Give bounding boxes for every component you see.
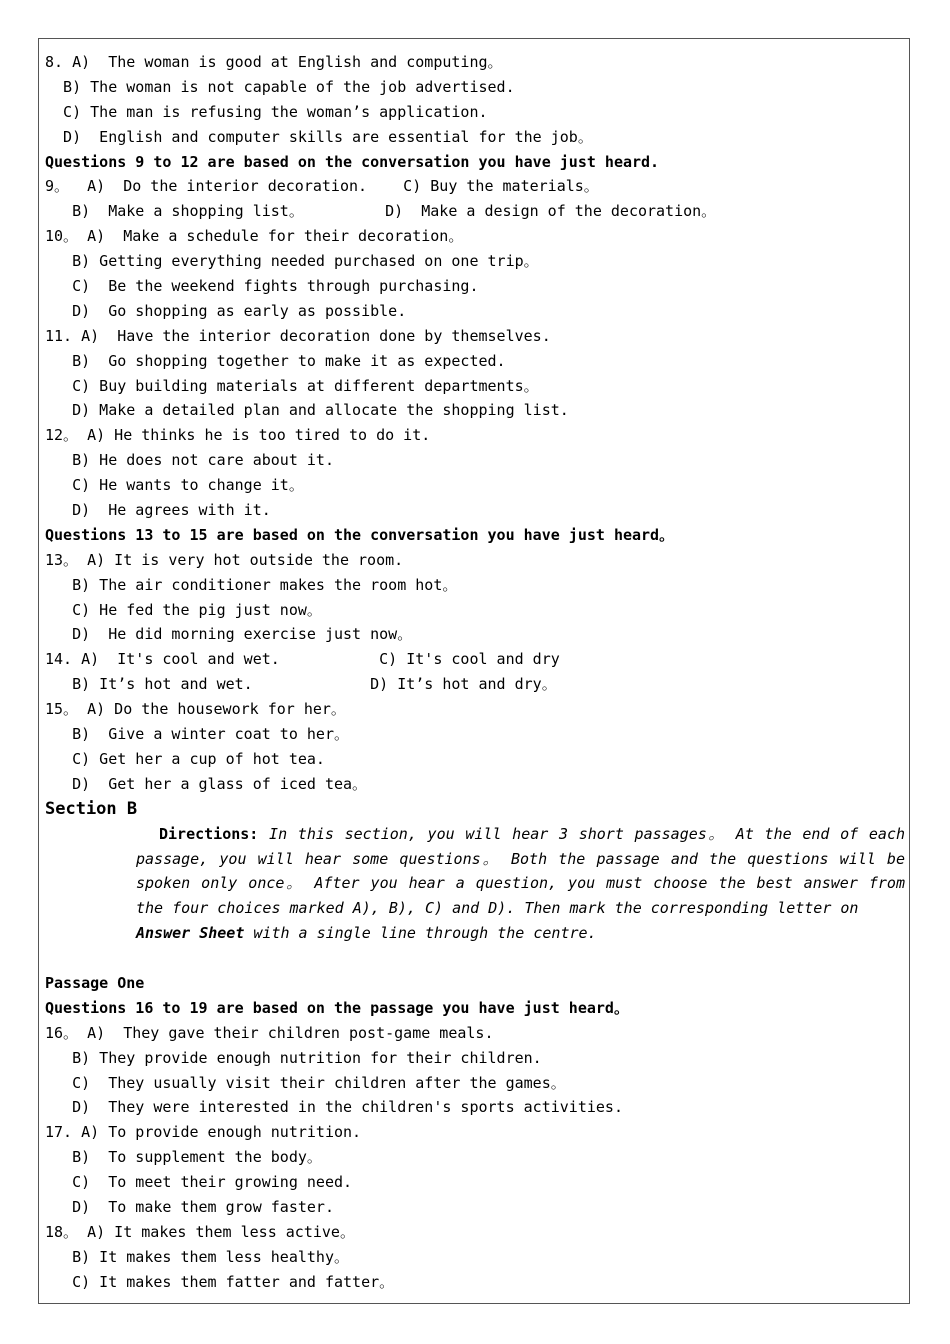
directions-block: [45, 822, 907, 947]
directions-tail: with a single line through the centre.: [253, 924, 597, 943]
directions-label: Directions:: [159, 824, 259, 843]
question-line: B) Give a winter coat to her。: [45, 725, 349, 744]
question-line: D) To make them grow faster.: [45, 1198, 334, 1217]
question-line: C) They usually visit their children after the games。: [45, 1073, 566, 1092]
question-line: C) To meet their growing need.: [45, 1173, 353, 1192]
question-line: B) He does not care about it.: [45, 451, 334, 470]
question-line: 15。 A) Do the housework for her。: [45, 700, 346, 719]
question-line: B) It’s hot and wet. D) It’s hot and dry。: [45, 675, 557, 694]
question-line: 13。 A) It is very hot outside the room.: [45, 550, 404, 569]
question-group-heading: Questions 16 to 19 are based on the passage you have just heard。: [45, 998, 629, 1017]
question-line: B) To supplement the body。: [45, 1148, 322, 1167]
directions-body: In this section, you will hear 3 short passages。 At the end of each passage, you will hear some questions。 Both the passage and the questions will be spoken only once。 After you hear a question, you must choose the best answer from the four choices marked A), B), C) and D). Then mark the corresponding letter on: [136, 824, 906, 918]
question-line: B) Make a shopping list。 D) Make a design of the decoration。: [45, 202, 717, 221]
question-line: B) It makes them less healthy。: [45, 1247, 349, 1266]
question-line: B) The woman is not capable of the job advertised.: [45, 77, 515, 96]
question-line: B) The air conditioner makes the room hot。: [45, 575, 458, 594]
question-line: D) Go shopping as early as possible.: [45, 301, 407, 320]
question-line: 17. A) To provide enough nutrition.: [45, 1123, 362, 1142]
question-line: C) The man is refusing the woman’s application.: [45, 102, 488, 121]
question-line: 14. A) It's cool and wet. C) It's cool and dry: [45, 650, 560, 669]
question-line: B) Go shopping together to make it as expected.: [45, 351, 506, 370]
question-line: D) English and computer skills are essential for the job。: [45, 127, 593, 146]
question-line: 18。 A) It makes them less active。: [45, 1222, 355, 1241]
question-line: C) He fed the pig just now。: [45, 600, 322, 619]
question-line: 11. A) Have the interior decoration done by themselves.: [45, 326, 551, 345]
directions-text: [45, 822, 905, 947]
question-line: 16。 A) They gave their children post-game meals.: [45, 1023, 494, 1042]
question-line: D) He agrees with it.: [45, 501, 271, 520]
section-heading: Section B: [45, 798, 138, 819]
questions-8-15: [45, 50, 907, 797]
question-line: 9。 A) Do the interior decoration. C) Buy the materials。: [45, 177, 599, 196]
questions-16-18: [45, 996, 907, 1295]
passage-heading: Passage One: [45, 974, 145, 992]
question-line: 8. A) The woman is good at English and computing。: [45, 53, 503, 71]
question-group-heading: Questions 9 to 12 are based on the conversation you have just heard.: [45, 152, 660, 171]
question-line: B) Getting everything needed purchased on one trip。: [45, 252, 539, 271]
question-line: C) Get her a cup of hot tea.: [45, 749, 325, 768]
question-line: C) He wants to change it。: [45, 476, 304, 495]
question-line: D) Get her a glass of iced tea。: [45, 774, 368, 793]
question-line: 12。 A) He thinks he is too tired to do it.: [45, 426, 431, 445]
question-line: C) It makes them fatter and fatter。: [45, 1272, 395, 1291]
question-line: D) He did morning exercise just now。: [45, 625, 413, 644]
question-line: D) Make a detailed plan and allocate the shopping list.: [45, 401, 569, 420]
question-line: D) They were interested in the children's sports activities.: [45, 1098, 623, 1117]
question-line: B) They provide enough nutrition for their children.: [45, 1048, 542, 1067]
spacer: [45, 946, 907, 971]
question-line: C) Buy building materials at different departments。: [45, 376, 539, 395]
question-line: 10。 A) Make a schedule for their decoration。: [45, 227, 464, 246]
exam-content: [45, 50, 907, 1295]
question-line: C) Be the weekend fights through purchasing.: [45, 277, 479, 296]
question-group-heading: Questions 13 to 15 are based on the conversation you have just heard。: [45, 525, 675, 544]
answer-sheet-term: Answer Sheet: [136, 924, 245, 943]
